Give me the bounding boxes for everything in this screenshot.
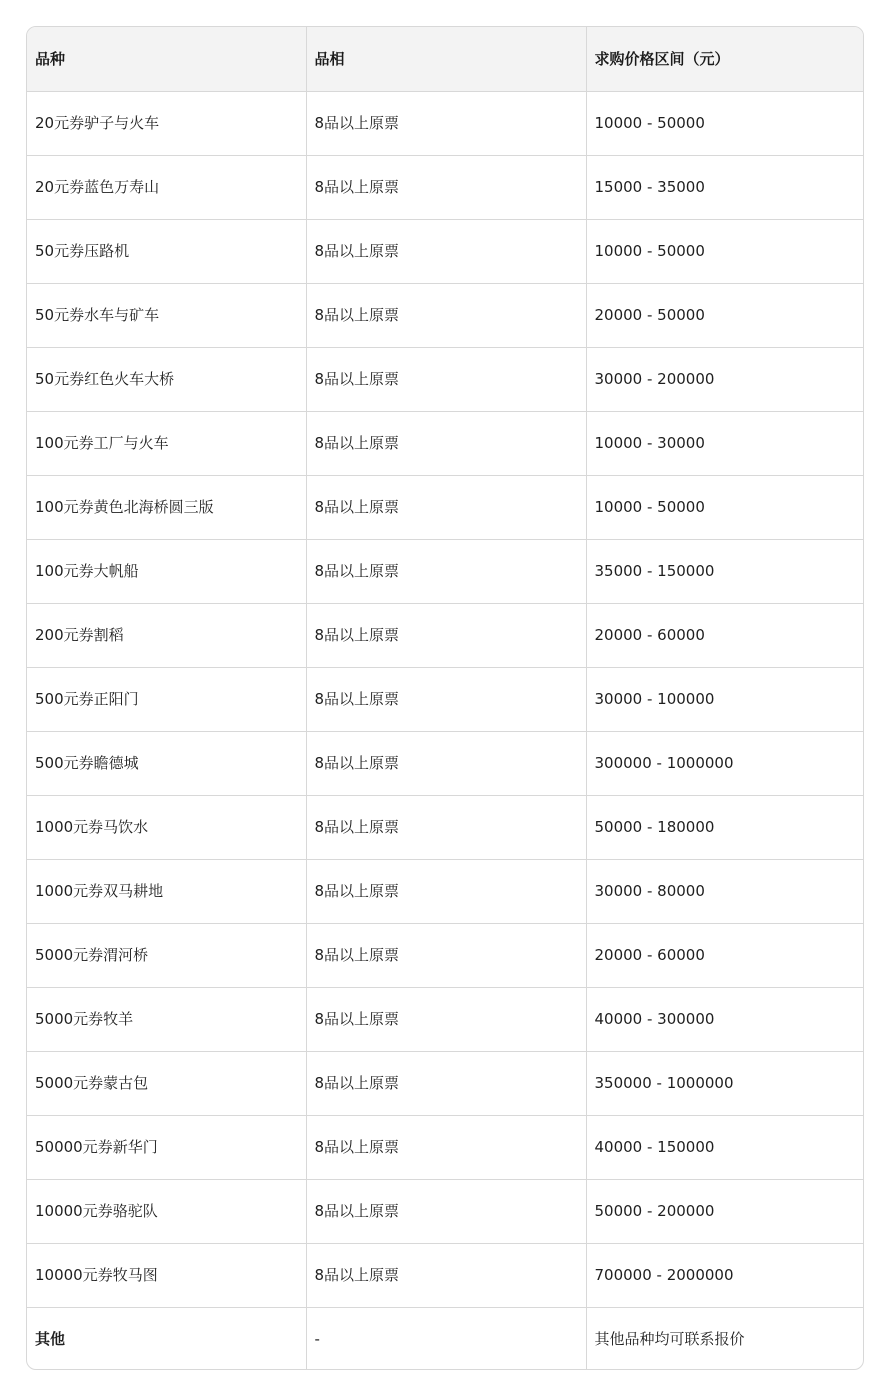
cell-grade: 8品以上原票 [306,411,586,475]
cell-grade: 8品以上原票 [306,1243,586,1307]
cell-grade: 8品以上原票 [306,795,586,859]
cell-price: 30000 - 100000 [586,667,864,731]
cell-grade: 8品以上原票 [306,1051,586,1115]
cell-grade: 8品以上原票 [306,475,586,539]
cell-grade: 8品以上原票 [306,667,586,731]
table-row [27,987,864,1051]
cell-price: 10000 - 50000 [586,475,864,539]
cell-price: 700000 - 2000000 [586,1243,864,1307]
cell-variety: 200元券割稻 [27,603,306,667]
cell-variety: 500元券瞻德城 [27,731,306,795]
cell-price: 10000 - 30000 [586,411,864,475]
cell-price: 10000 - 50000 [586,219,864,283]
cell-grade: 8品以上原票 [306,923,586,987]
cell-grade: 8品以上原票 [306,283,586,347]
table-header-row [27,27,864,91]
table-row [27,155,864,219]
price-table [27,27,864,1370]
cell-grade: 8品以上原票 [306,347,586,411]
table-row [27,1179,864,1243]
cell-grade: 8品以上原票 [306,859,586,923]
cell-variety: 50元券红色火车大桥 [27,347,306,411]
cell-grade: 8品以上原票 [306,155,586,219]
cell-grade: 8品以上原票 [306,603,586,667]
cell-price: 50000 - 200000 [586,1179,864,1243]
cell-variety: 1000元券马饮水 [27,795,306,859]
cell-variety: 其他 [27,1307,306,1370]
cell-price: 20000 - 60000 [586,923,864,987]
cell-variety: 10000元券骆驼队 [27,1179,306,1243]
table-row [27,603,864,667]
cell-grade: 8品以上原票 [306,91,586,155]
cell-price: 15000 - 35000 [586,155,864,219]
cell-grade: 8品以上原票 [306,539,586,603]
table-row [27,1051,864,1115]
cell-grade: 8品以上原票 [306,1179,586,1243]
cell-variety: 50元券压路机 [27,219,306,283]
table-row [27,475,864,539]
cell-price: 35000 - 150000 [586,539,864,603]
table-row-other [27,1307,864,1370]
table-row [27,283,864,347]
cell-price: 20000 - 50000 [586,283,864,347]
cell-variety: 20元券蓝色万寿山 [27,155,306,219]
cell-variety: 50元券水车与矿车 [27,283,306,347]
cell-grade: 8品以上原票 [306,1115,586,1179]
cell-grade: 8品以上原票 [306,219,586,283]
table-row [27,859,864,923]
cell-variety: 50000元券新华门 [27,1115,306,1179]
cell-price: 20000 - 60000 [586,603,864,667]
cell-variety: 10000元券牧马图 [27,1243,306,1307]
table-row [27,795,864,859]
cell-price: 其他品种均可联系报价 [594,1330,745,1349]
table-row [27,1243,864,1307]
table-row [27,219,864,283]
cell-price: 40000 - 300000 [586,987,864,1051]
cell-price: 300000 - 1000000 [586,731,864,795]
cell-grade: - [306,1307,586,1370]
cell-variety: 100元券黄色北海桥圆三版 [27,475,306,539]
header-grade: 品相 [306,27,586,91]
cell-variety: 5000元券牧羊 [27,987,306,1051]
header-price-range: 求购价格区间（元） [586,27,864,91]
cell-price: 40000 - 150000 [586,1115,864,1179]
header-variety: 品种 [27,27,306,91]
table-row [27,91,864,155]
table-row [27,923,864,987]
table-row [27,667,864,731]
cell-variety: 20元券驴子与火车 [27,91,306,155]
price-table-container [26,26,864,1370]
cell-variety: 5000元券蒙古包 [27,1051,306,1115]
cell-price: 10000 - 50000 [586,91,864,155]
table-row [27,731,864,795]
cell-variety: 5000元券渭河桥 [27,923,306,987]
cell-variety: 500元券正阳门 [27,667,306,731]
cell-price: 350000 - 1000000 [586,1051,864,1115]
cell-variety: 1000元券双马耕地 [27,859,306,923]
cell-grade: 8品以上原票 [306,731,586,795]
table-row [27,539,864,603]
cell-price: 30000 - 80000 [586,859,864,923]
table-row [27,347,864,411]
cell-variety: 100元券大帆船 [27,539,306,603]
table-row [27,411,864,475]
cell-grade: 8品以上原票 [306,987,586,1051]
cell-variety: 100元券工厂与火车 [27,411,306,475]
cell-price: 30000 - 200000 [586,347,864,411]
table-row [27,1115,864,1179]
cell-price: 50000 - 180000 [586,795,864,859]
